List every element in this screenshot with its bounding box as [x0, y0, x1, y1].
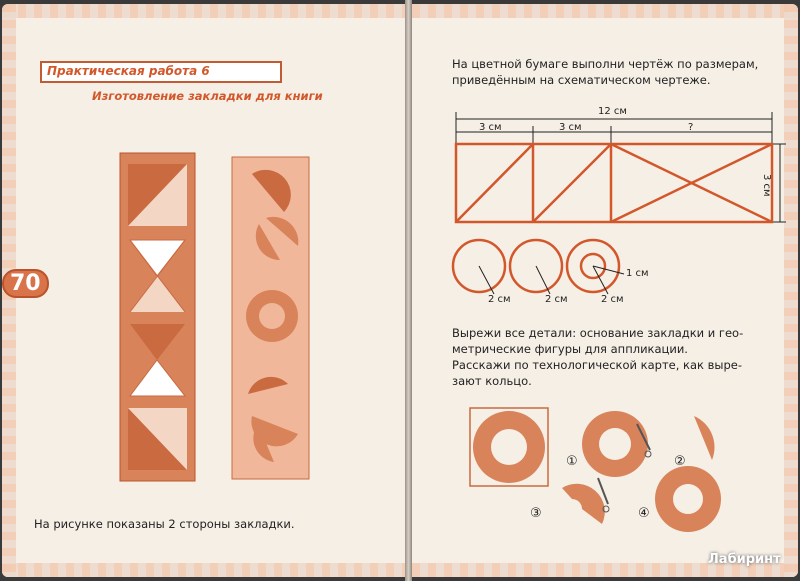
circle-3-ring [567, 240, 624, 294]
bookmark-illustrations [2, 4, 405, 577]
work-title: Практическая работа 6 [47, 64, 210, 78]
step-2-scrap [694, 416, 714, 460]
step-4-number: ④ [638, 506, 650, 521]
circle-3-inner-radius: 1 см [626, 268, 649, 279]
dim-total-width: 12 см [598, 106, 627, 117]
step-4-ring [655, 466, 721, 532]
bookmark-side-2 [232, 157, 309, 479]
bookmark-caption: На рисунке показаны 2 стороны закладки. [34, 517, 295, 531]
dim-segment-3: ? [688, 122, 694, 133]
work-subtitle: Изготовление закладки для книги [92, 89, 323, 103]
base-rectangle [456, 144, 772, 222]
dim-height: 3 см [761, 174, 772, 197]
circle-3-outer-radius: 2 см [601, 294, 624, 305]
task-line-2: метрические фигуры для аппликации. [452, 342, 688, 356]
page-number: 70 [2, 269, 49, 298]
step-1-number: ① [566, 454, 578, 469]
step-3-ring [562, 478, 609, 524]
task-line-4: зают кольцо. [452, 374, 532, 388]
watermark: Лабиринт [708, 552, 781, 567]
book-gutter [405, 0, 412, 581]
instruction-line-1: На цветной бумаге выполни чертёж по размерам, [452, 57, 759, 71]
circle-2 [510, 240, 562, 294]
ring-in-square [470, 408, 548, 486]
step-2-number: ② [674, 454, 686, 469]
instruction-line-2: приведённым на схематическом чертеже. [452, 73, 711, 87]
bookmark-side-1 [120, 153, 195, 481]
dim-segment-1: 3 см [479, 122, 502, 133]
task-line-1: Вырежи все детали: основание закладки и гео- [452, 326, 744, 340]
task-line-3: Расскажи по технологической карте, как выре- [452, 358, 743, 372]
circle-2-radius: 2 см [545, 294, 568, 305]
drawing-scheme [412, 4, 798, 577]
dim-segment-2: 3 см [559, 122, 582, 133]
left-page [2, 4, 405, 577]
right-page [412, 4, 798, 577]
step-1-ring [582, 411, 651, 477]
circle-1 [453, 240, 505, 294]
step-3-number: ③ [530, 506, 542, 521]
circle-1-radius: 2 см [488, 294, 511, 305]
